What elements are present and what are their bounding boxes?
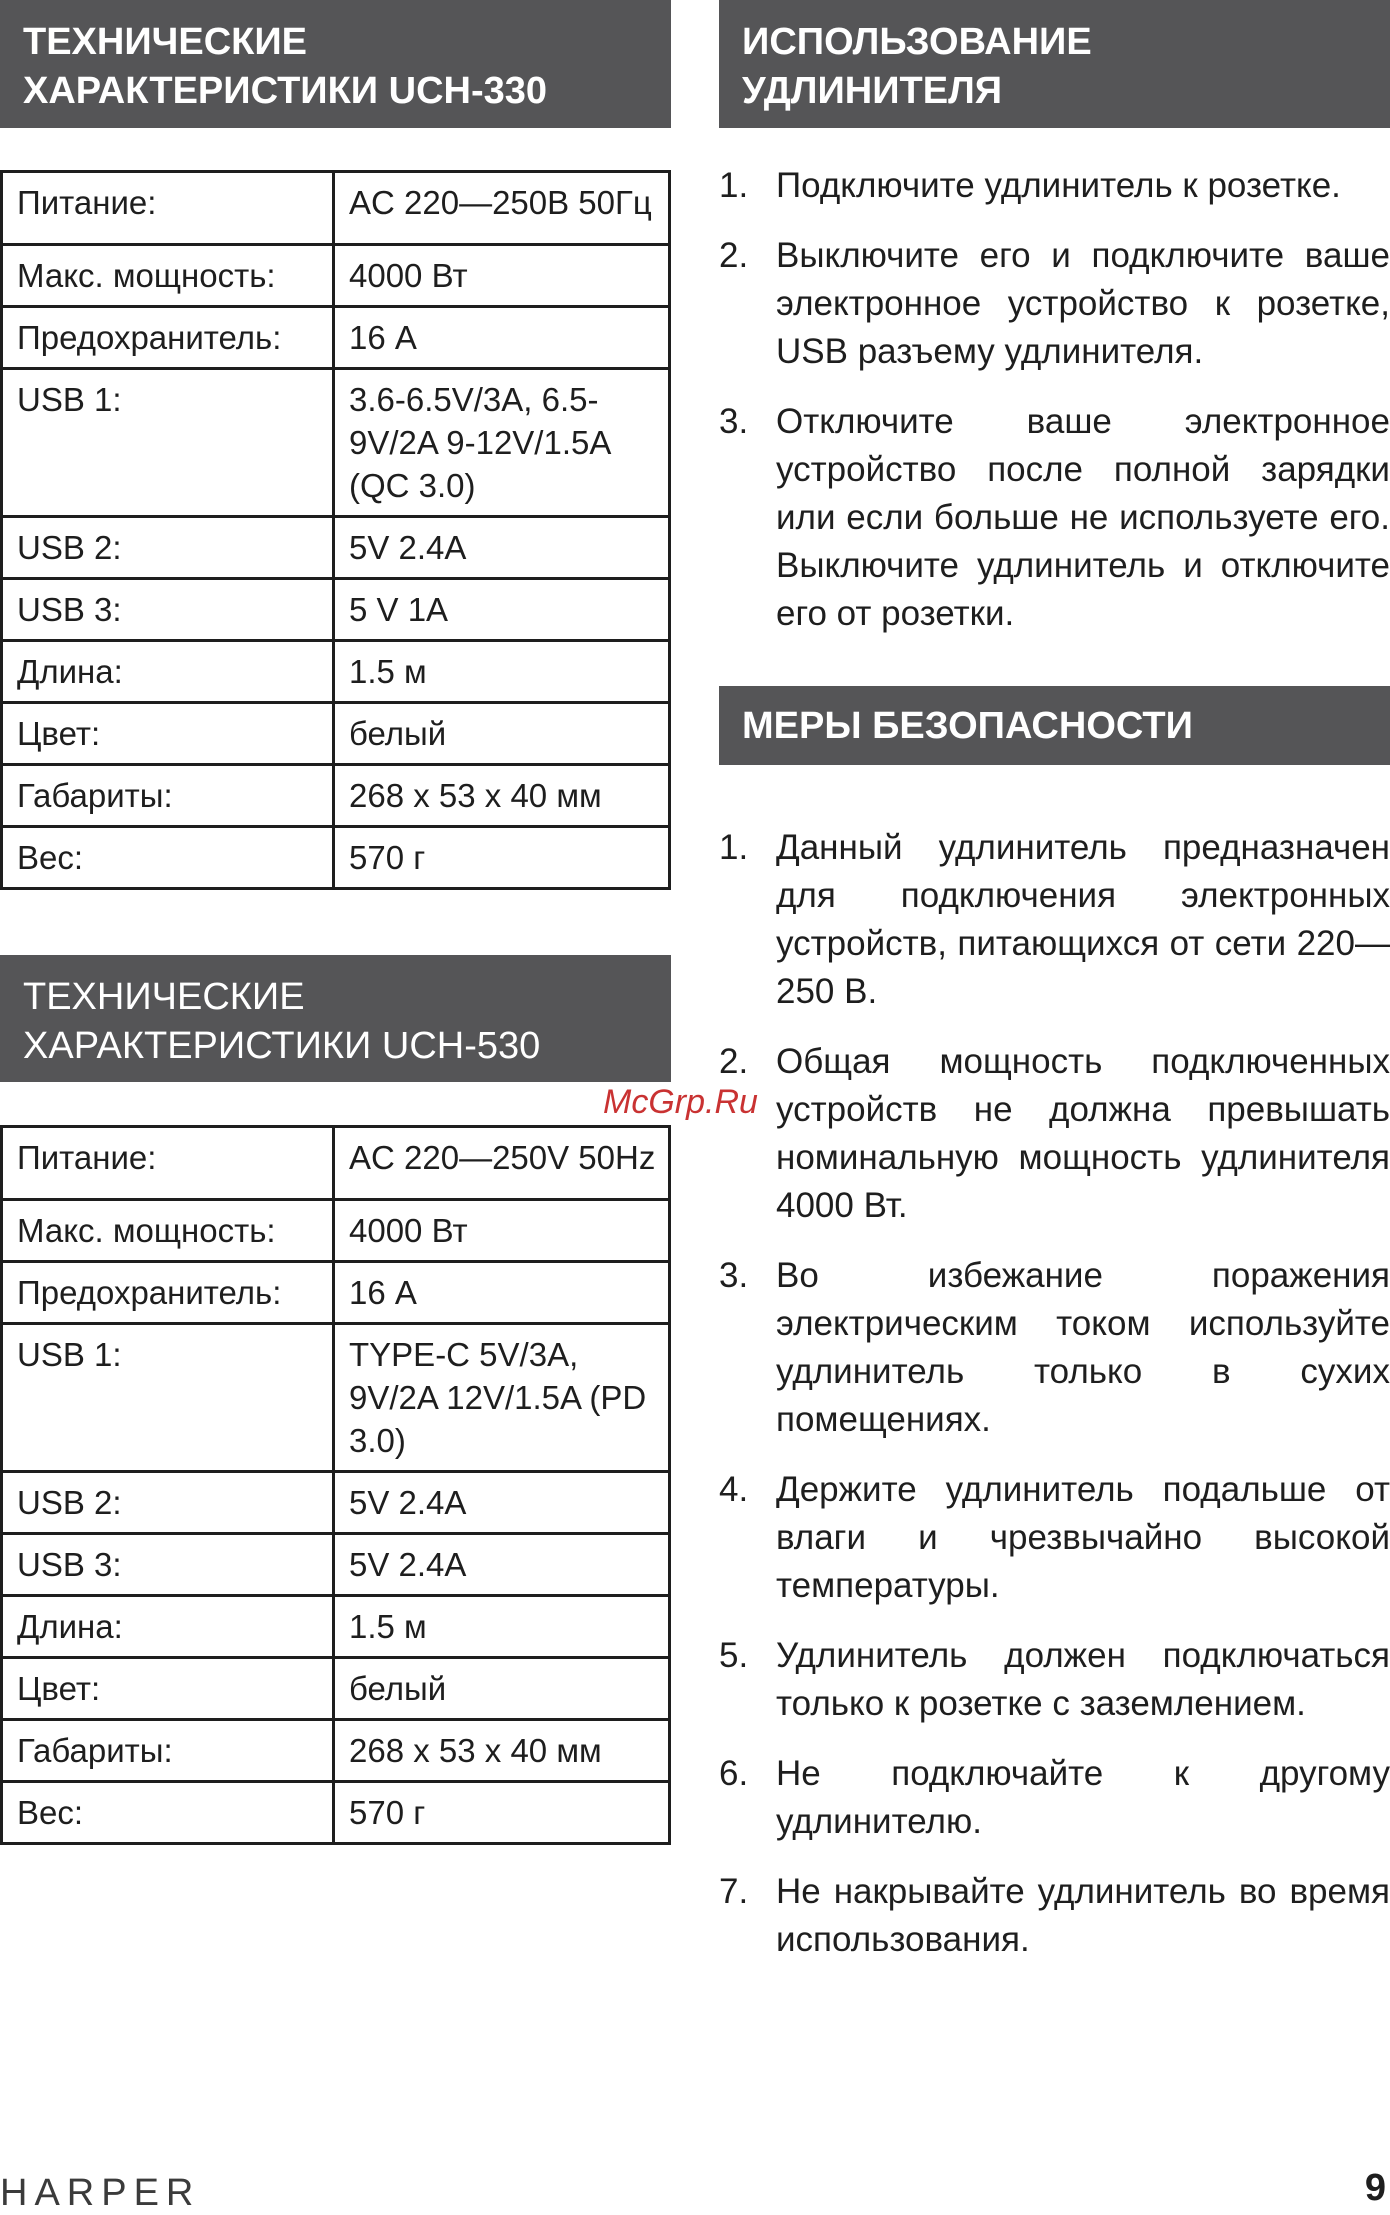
spec330-table xyxy=(0,170,671,890)
table-row xyxy=(2,1658,670,1720)
spec530-table xyxy=(0,1125,671,1845)
list-item xyxy=(719,398,1390,638)
spec-value: AC 220—250В 50Гц xyxy=(334,172,670,245)
table-row xyxy=(2,245,670,307)
step-text: Держите удлинитель подальше от влаги и чрезвычайно высокой температуры. xyxy=(776,1470,1390,1605)
spec-value: 4000 Вт xyxy=(334,245,670,307)
list-item xyxy=(719,1868,1390,1964)
spec-key: Макс. мощность: xyxy=(2,245,334,307)
safety-steps xyxy=(719,824,1390,1964)
spec-key: Предохранитель: xyxy=(2,307,334,369)
step-number: 1. xyxy=(719,166,749,205)
spec-key: Питание: xyxy=(2,172,334,245)
step-number: 3. xyxy=(719,1256,749,1295)
list-item xyxy=(719,162,1390,210)
list-item xyxy=(719,1252,1390,1444)
spec-value: AC 220—250V 50Hz xyxy=(334,1127,670,1200)
spec-value: 1.5 м xyxy=(334,641,670,703)
step-text: Отключите ваше электронное устройство после полной зарядки или если больше не используете его. Выключите удлинитель и отключите его от розетки. xyxy=(776,402,1390,633)
step-number: 5. xyxy=(719,1636,749,1675)
table-row xyxy=(2,172,670,245)
spec-value: 3.6-6.5V/3A, 6.5-9V/2A 9-12V/1.5A (QC 3.0) xyxy=(334,369,670,517)
table-row xyxy=(2,1262,670,1324)
spec-key: Питание: xyxy=(2,1127,334,1200)
spec-key: USB 2: xyxy=(2,1472,334,1534)
list-item xyxy=(719,1750,1390,1846)
safety-title: МЕРЫ БЕЗОПАСНОСТИ xyxy=(742,705,1193,747)
left-column xyxy=(0,0,671,1845)
spec-key: Предохранитель: xyxy=(2,1262,334,1324)
spec530-title-line1: ТЕХНИЧЕСКИЕ xyxy=(23,976,305,1018)
step-text: Выключите его и подключите ваше электронное устройство к розетке, USB разъему удлинителя. xyxy=(776,236,1390,371)
spec-key: USB 1: xyxy=(2,1324,334,1472)
brand-logo: HARPER xyxy=(0,2172,201,2214)
spec-value: 4000 Вт xyxy=(334,1200,670,1262)
step-number: 4. xyxy=(719,1470,749,1509)
spec330-title-line2: ХАРАКТЕРИСТИКИ UCH-330 xyxy=(23,70,548,112)
table-row xyxy=(2,1127,670,1200)
safety-header xyxy=(719,686,1390,765)
table-row xyxy=(2,369,670,517)
spec-value: белый xyxy=(334,1658,670,1720)
step-text: Данный удлинитель предназначен для подключения электронных устройств, питающихся от сети 220—250 В. xyxy=(776,828,1390,1011)
list-item xyxy=(719,824,1390,1016)
spec-value: 16 А xyxy=(334,1262,670,1324)
spec-key: USB 2: xyxy=(2,517,334,579)
table-row xyxy=(2,1720,670,1782)
list-item xyxy=(719,1632,1390,1728)
table-row xyxy=(2,1472,670,1534)
step-number: 2. xyxy=(719,236,749,275)
spec-key: Вес: xyxy=(2,1782,334,1844)
usage-title-line1: ИСПОЛЬЗОВАНИЕ xyxy=(742,21,1092,63)
spec-key: Вес: xyxy=(2,827,334,889)
spec-key: Цвет: xyxy=(2,703,334,765)
spec-value: 570 г xyxy=(334,827,670,889)
table-row xyxy=(2,641,670,703)
spec-value: 1.5 м xyxy=(334,1596,670,1658)
table-row xyxy=(2,1782,670,1844)
spec-value: 570 г xyxy=(334,1782,670,1844)
spec-value: 5V 2.4A xyxy=(334,517,670,579)
usage-header xyxy=(719,0,1390,128)
list-item xyxy=(719,1466,1390,1610)
table-row xyxy=(2,1200,670,1262)
step-text: Общая мощность подключенных устройств не должна превышать номинальную мощность удлинителя 4000 Вт. xyxy=(776,1042,1390,1225)
spec-value: 268 x 53 x 40 мм xyxy=(334,1720,670,1782)
table-row xyxy=(2,307,670,369)
spec-key: Цвет: xyxy=(2,1658,334,1720)
step-number: 3. xyxy=(719,402,749,441)
spec-key: USB 3: xyxy=(2,1534,334,1596)
spec-value: 5V 2.4A xyxy=(334,1472,670,1534)
spec-value: 5V 2.4A xyxy=(334,1534,670,1596)
list-item xyxy=(719,232,1390,376)
spec-value: 5 V 1A xyxy=(334,579,670,641)
spec-key: USB 1: xyxy=(2,369,334,517)
spec-key: Габариты: xyxy=(2,765,334,827)
watermark: McGrp.Ru xyxy=(603,1083,758,1121)
table-row xyxy=(2,703,670,765)
usage-steps xyxy=(719,162,1390,638)
step-text: Удлинитель должен подключаться только к розетке с заземлением. xyxy=(776,1636,1390,1723)
usage-title-line2: УДЛИНИТЕЛЯ xyxy=(742,70,1003,112)
step-number: 1. xyxy=(719,828,749,867)
table-row xyxy=(2,1596,670,1658)
table-row xyxy=(2,765,670,827)
step-text: Не подключайте к другому удлинителю. xyxy=(776,1754,1390,1841)
list-item xyxy=(719,1038,1390,1230)
spec-key: Длина: xyxy=(2,641,334,703)
table-row xyxy=(2,1534,670,1596)
table-row xyxy=(2,827,670,889)
spec-value: 268 x 53 x 40 мм xyxy=(334,765,670,827)
step-text: Не накрывайте удлинитель во время использования. xyxy=(776,1872,1390,1959)
step-text: Во избежание поражения электрическим током используйте удлинитель только в сухих помещениях. xyxy=(776,1256,1390,1439)
spec-value: белый xyxy=(334,703,670,765)
step-number: 2. xyxy=(719,1042,749,1081)
spec530-header xyxy=(0,955,671,1082)
spec-key: USB 3: xyxy=(2,579,334,641)
spec-key: Габариты: xyxy=(2,1720,334,1782)
spec530-title-line2: ХАРАКТЕРИСТИКИ UCH-530 xyxy=(23,1025,541,1067)
spec-value: TYPE-C 5V/3A, 9V/2A 12V/1.5A (PD 3.0) xyxy=(334,1324,670,1472)
spec-key: Длина: xyxy=(2,1596,334,1658)
spec330-title-line1: ТЕХНИЧЕСКИЕ xyxy=(23,21,307,63)
page-number: 9 xyxy=(1364,2167,1386,2209)
spec-key: Макс. мощность: xyxy=(2,1200,334,1262)
spec330-header xyxy=(0,0,671,128)
step-number: 7. xyxy=(719,1872,749,1911)
table-row xyxy=(2,579,670,641)
table-row xyxy=(2,517,670,579)
step-text: Подключите удлинитель к розетке. xyxy=(776,166,1341,205)
step-number: 6. xyxy=(719,1754,749,1793)
spec-value: 16 А xyxy=(334,307,670,369)
right-column xyxy=(719,0,1390,1964)
table-row xyxy=(2,1324,670,1472)
